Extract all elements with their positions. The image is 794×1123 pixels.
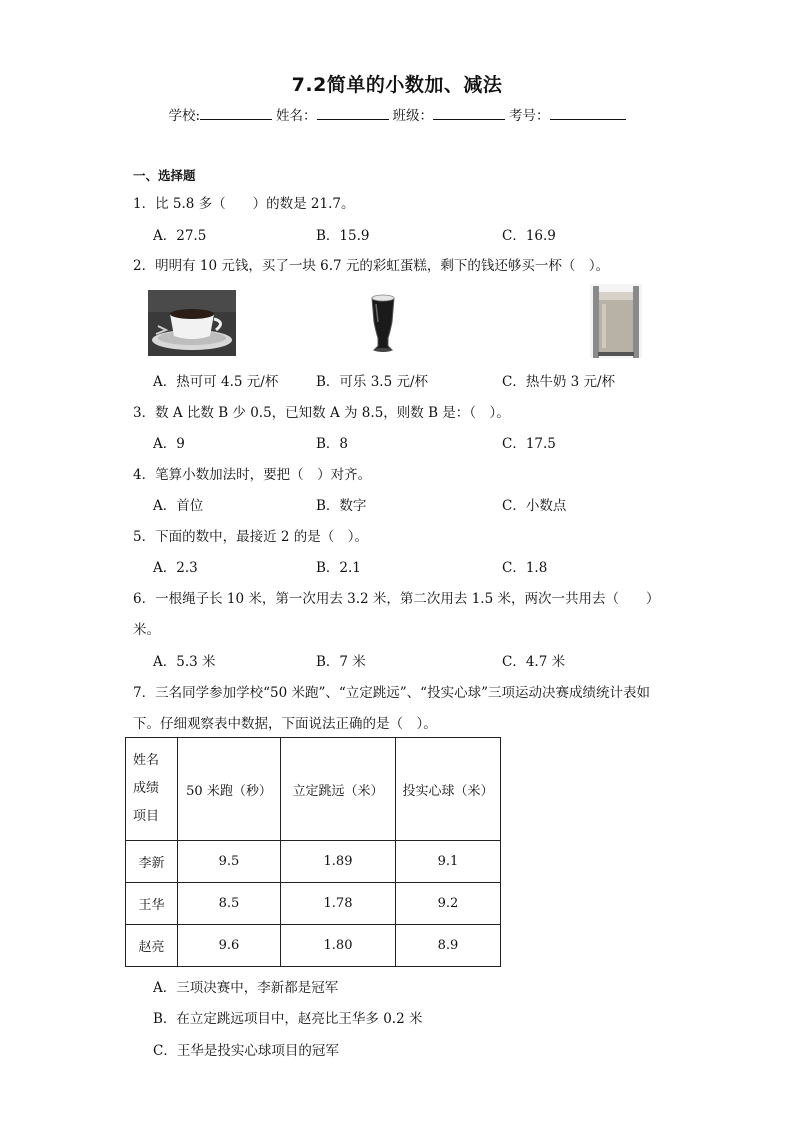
name-blank[interactable]: [317, 106, 389, 120]
corner-score-label: 成绩: [133, 781, 160, 796]
question-6-option-b[interactable]: B．7 米: [316, 654, 366, 670]
school-label: 学校:: [168, 108, 201, 124]
table-header-cell: 立定跳远（米）: [281, 738, 396, 841]
question-7-stem: 7．三名同学参加学校“50 米跑”、“立定跳远”、“投实心球”三项运动决赛成绩统计表如: [133, 685, 650, 701]
table-cell: 9.6: [178, 925, 281, 967]
question-1-stem: 1．比 5.8 多（ ）的数是 21.7。: [133, 196, 355, 212]
table-row-name: 赵亮: [126, 925, 178, 967]
question-3-option-c[interactable]: C．17.5: [502, 436, 556, 452]
class-blank[interactable]: [433, 106, 505, 120]
corner-item-label: 项目: [133, 809, 160, 824]
question-5-option-a[interactable]: A．2.3: [153, 560, 198, 576]
question-1-option-a[interactable]: A．27.5: [153, 228, 207, 244]
question-7-option-a[interactable]: A．三项决赛中，李新都是冠军: [153, 980, 339, 996]
table-cell: 9.2: [396, 883, 501, 925]
score-table: [125, 737, 501, 967]
table-corner-cell: [126, 738, 178, 841]
question-7-option-c[interactable]: C．王华是投实心球项目的冠军: [153, 1043, 339, 1059]
table-cell: 1.89: [281, 841, 396, 883]
cola-glass-icon: [366, 292, 400, 354]
question-5-option-c[interactable]: C．1.8: [502, 560, 548, 576]
question-1-option-c[interactable]: C．16.9: [502, 228, 556, 244]
table-header-row: [126, 738, 501, 841]
question-1-option-b[interactable]: B．15.9: [316, 228, 370, 244]
question-2-option-a[interactable]: A．热可可 4.5 元/杯: [153, 374, 279, 390]
question-4-option-a[interactable]: A．首位: [153, 498, 204, 514]
school-blank[interactable]: [200, 106, 272, 120]
exam-no-label: 考号：: [509, 108, 550, 124]
question-5-option-b[interactable]: B．2.1: [316, 560, 361, 576]
table-cell: 8.5: [178, 883, 281, 925]
class-label: 班级：: [392, 108, 434, 124]
table-row: [126, 841, 501, 883]
page-title: 7.2简单的小数加、减法: [291, 74, 503, 96]
question-7-option-b[interactable]: B．在立定跳远项目中，赵亮比王华多 0.2 米: [153, 1011, 423, 1027]
table-row-name: 李新: [126, 841, 178, 883]
milk-glass-icon: [590, 284, 642, 358]
question-6-option-c[interactable]: C．4.7 米: [502, 654, 566, 670]
table-cell: 1.80: [281, 925, 396, 967]
question-3-stem: 3．数 A 比数 B 少 0.5，已知数 A 为 8.5，则数 B 是：（ ）。: [133, 405, 510, 421]
question-5-stem: 5．下面的数中，最接近 2 的是（ ）。: [133, 529, 369, 545]
table-cell: 8.9: [396, 925, 501, 967]
table-cell: 1.78: [281, 883, 396, 925]
table-row: [126, 883, 501, 925]
corner-name-label: 姓名: [133, 753, 160, 768]
question-6-option-a[interactable]: A．5.3 米: [153, 654, 216, 670]
table-cell: 9.1: [396, 841, 501, 883]
table-header-cell: 投实心球（米）: [396, 738, 501, 841]
question-2-option-c[interactable]: C．热牛奶 3 元/杯: [502, 374, 616, 390]
name-label: 姓名：: [276, 108, 317, 124]
question-4-option-b[interactable]: B．数字: [316, 498, 367, 514]
question-3-option-a[interactable]: A．9: [153, 436, 185, 452]
question-6-stem: 6．一根绳子长 10 米，第一次用去 3.2 米，第二次用去 1.5 米，两次一共用去（ ）: [133, 591, 660, 607]
question-6-stem-line2: 米。: [133, 622, 160, 638]
student-info-line: [0, 104, 794, 124]
section-title: 一、选择题: [133, 168, 196, 183]
table-cell: 9.5: [178, 841, 281, 883]
table-row: [126, 925, 501, 967]
table-row-name: 王华: [126, 883, 178, 925]
question-7-stem-line2: 下。仔细观察表中数据，下面说法正确的是（ ）。: [133, 716, 437, 732]
table-header-cell: 50 米跑（秒）: [178, 738, 281, 841]
coffee-cup-icon: [148, 290, 236, 356]
question-3-option-b[interactable]: B．8: [316, 436, 349, 452]
question-4-option-c[interactable]: C．小数点: [502, 498, 567, 514]
exam-no-blank[interactable]: [550, 106, 626, 120]
question-2-stem: 2．明明有 10 元钱，买了一块 6.7 元的彩虹蛋糕，剩下的钱还够买一杯（ ）。: [133, 258, 610, 274]
question-4-stem: 4．笔算小数加法时，要把（ ）对齐。: [133, 467, 372, 483]
question-2-option-b[interactable]: B．可乐 3.5 元/杯: [316, 374, 429, 390]
